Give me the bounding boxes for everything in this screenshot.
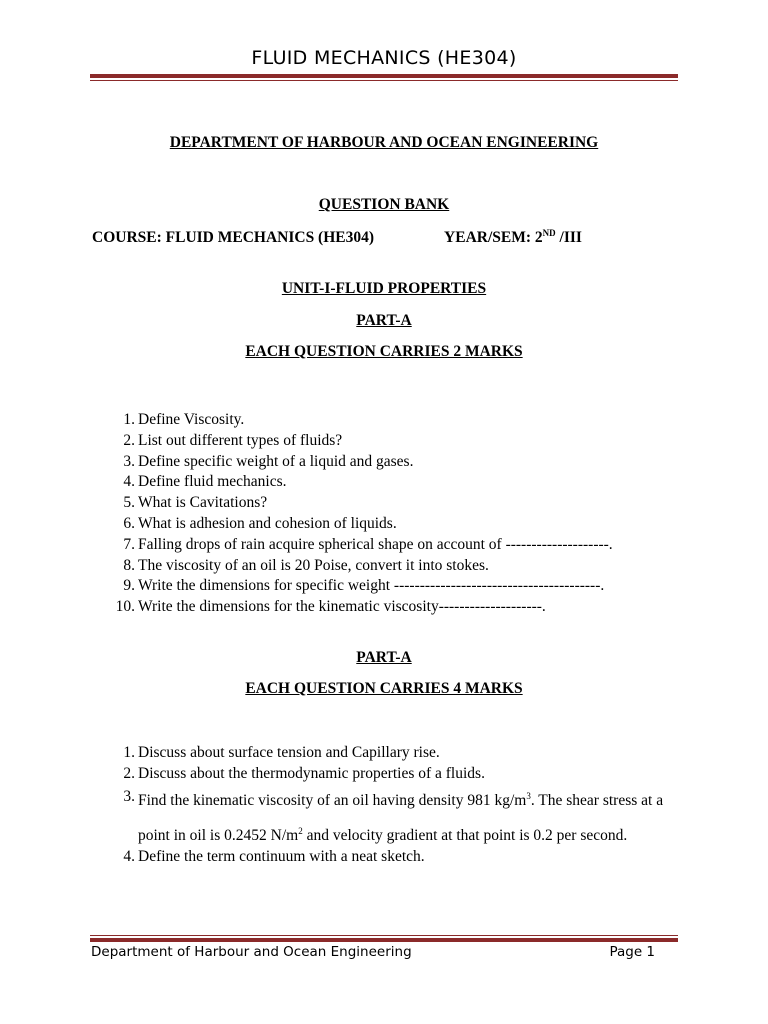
list-item: 7. Falling drops of rain acquire spherical shape on account of --------------------.	[123, 535, 613, 553]
marks-2-heading: EACH QUESTION CARRIES 2 MARKS	[245, 343, 523, 360]
header-rule-thick	[90, 74, 678, 78]
footer-page-number: Page 1	[609, 944, 655, 960]
unit-heading: UNIT-I-FLUID PROPERTIES	[281, 280, 487, 297]
list-item: 8. The viscosity of an oil is 20 Poise, convert it into stokes.	[123, 556, 489, 574]
list-item: 1. Define Viscosity.	[123, 411, 245, 428]
list-item: 9. Write the dimensions for specific weight ----------------------------------------.	[123, 577, 605, 595]
question-bank-heading: QUESTION BANK	[318, 196, 450, 213]
list-item: 4. Define the term continuum with a neat sketch.	[123, 847, 425, 865]
part-a-heading-2: PART-A	[356, 649, 412, 666]
part-a-heading-1: PART-A	[356, 312, 412, 329]
list-item: 1. Discuss about surface tension and Capillary rise.	[123, 744, 440, 761]
question-list-2-marks	[113, 410, 613, 618]
list-item: 2. List out different types of fluids?	[123, 431, 343, 449]
question-list-4-marks	[113, 743, 678, 867]
department-heading: DEPARTMENT OF HARBOUR AND OCEAN ENGINEERING	[169, 134, 599, 151]
list-item: 3. Find the kinematic viscosity of an oil having density 981 $kg/m^3$. The shear stress at a point in oil is 0.2452 $N/m^2$ and velocity gradient at that point is 0.2 per second.	[123, 787, 664, 844]
list-item: 2. Discuss about the thermodynamic properties of a fluids.	[123, 764, 485, 782]
course-label: COURSE: FLUID MECHANICS (HE304)	[92, 229, 375, 246]
list-item: 10. Write the dimensions for the kinematic viscosity--------------------.	[115, 598, 546, 616]
marks-4-heading: EACH QUESTION CARRIES 4 MARKS	[245, 680, 523, 697]
year-sem-label: YEAR/SEM: 2ND /III	[444, 228, 582, 246]
list-item: 6. What is adhesion and cohesion of liquids.	[123, 514, 397, 532]
header-rule-thin	[90, 80, 678, 81]
footer-rule-thick	[90, 938, 678, 942]
footer-department: Department of Harbour and Ocean Engineering	[91, 944, 412, 960]
list-item: 3. Define specific weight of a liquid and gases.	[123, 452, 414, 470]
list-item: 4. Define fluid mechanics.	[123, 473, 287, 491]
course-line	[92, 228, 582, 247]
header-title: FLUID MECHANICS (HE304)	[251, 47, 517, 69]
footer-rule-thin	[90, 935, 678, 936]
list-item: 5. What is Cavitations?	[123, 494, 268, 512]
